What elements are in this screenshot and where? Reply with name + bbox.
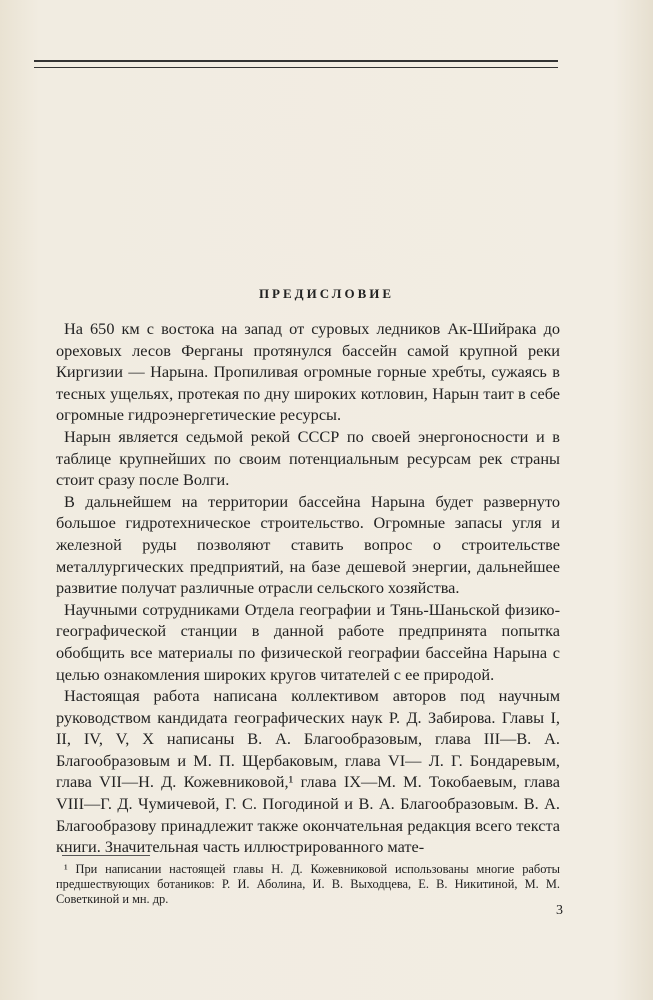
footnote [56,862,560,908]
paragraph: Нарын является седьмой рекой СССР по своей энергоносности и в таблице крупнейших по своим потенциальным ресурсам рек страны стоит сразу после Волги. [56,426,560,490]
paragraph: Настоящая работа написана коллективом авторов под научным руководством кандидата географических наук Р. Д. Забирова. Главы I, II, IV, V, X написаны В. А. Благообразовым, глава III—В. А. Благообразовым и М. П. Щербаковым, глава VI— Л. Г. Бондаревым, глава VII—Н. Д. Кожевниковой,¹ глава IX—М. М. Токобаевым, глава VIII—Г. Д. Чумичевой, Г. С. Погодиной и В. А. Благообразовым. В. А. Благообразову принадлежит также окончательная редакция всего текста книги. Значительная часть иллюстрированного мате- [56,686,560,857]
footnote-text: ¹ При написании настоящей главы Н. Д. Кожевниковой использованы многие работы предшествующих ботаников: Р. И. Аболина, И. В. Выходцева, Е. В. Никитиной, М. М. Советкиной и мн. др. [56,862,560,907]
top-rule-thick [34,60,558,62]
footnote-rule [62,855,150,856]
page-title: ПРЕДИСЛОВИЕ [258,286,395,301]
paragraph: Научными сотрудниками Отдела географии и Тянь-Шаньской физико-географической станции в данной работе предпринята попытка обобщить все материалы по физической географии бассейна Нарына с целью ознакомления широких кругов читателей с ее природой. [56,599,560,684]
paragraph: В дальнейшем на территории бассейна Нарына будет развернуто большое гидротехническое строительство. Огромные запасы угля и железной руды позволяют ставить вопрос о строительстве металлургических предприятий, на базе дешевой энергии, дальнейшее развитие получат различные отрасли сельского хозяйства. [56,491,560,598]
paragraph: На 650 км с востока на запад от суровых ледников Ак-Шийрака до ореховых лесов Ферганы протянулся бассейн самой крупной реки Киргизии — Нарына. Пропиливая огромные горные хребты, сужаясь в тесных ущельях, протекая по дну широких котловин, Нарын таит в себе огромные гидроэнергетические ресурсы. [56,319,560,425]
page-number: 3 [556,903,563,918]
body-text [56,318,560,858]
top-rule-thin [34,67,558,68]
